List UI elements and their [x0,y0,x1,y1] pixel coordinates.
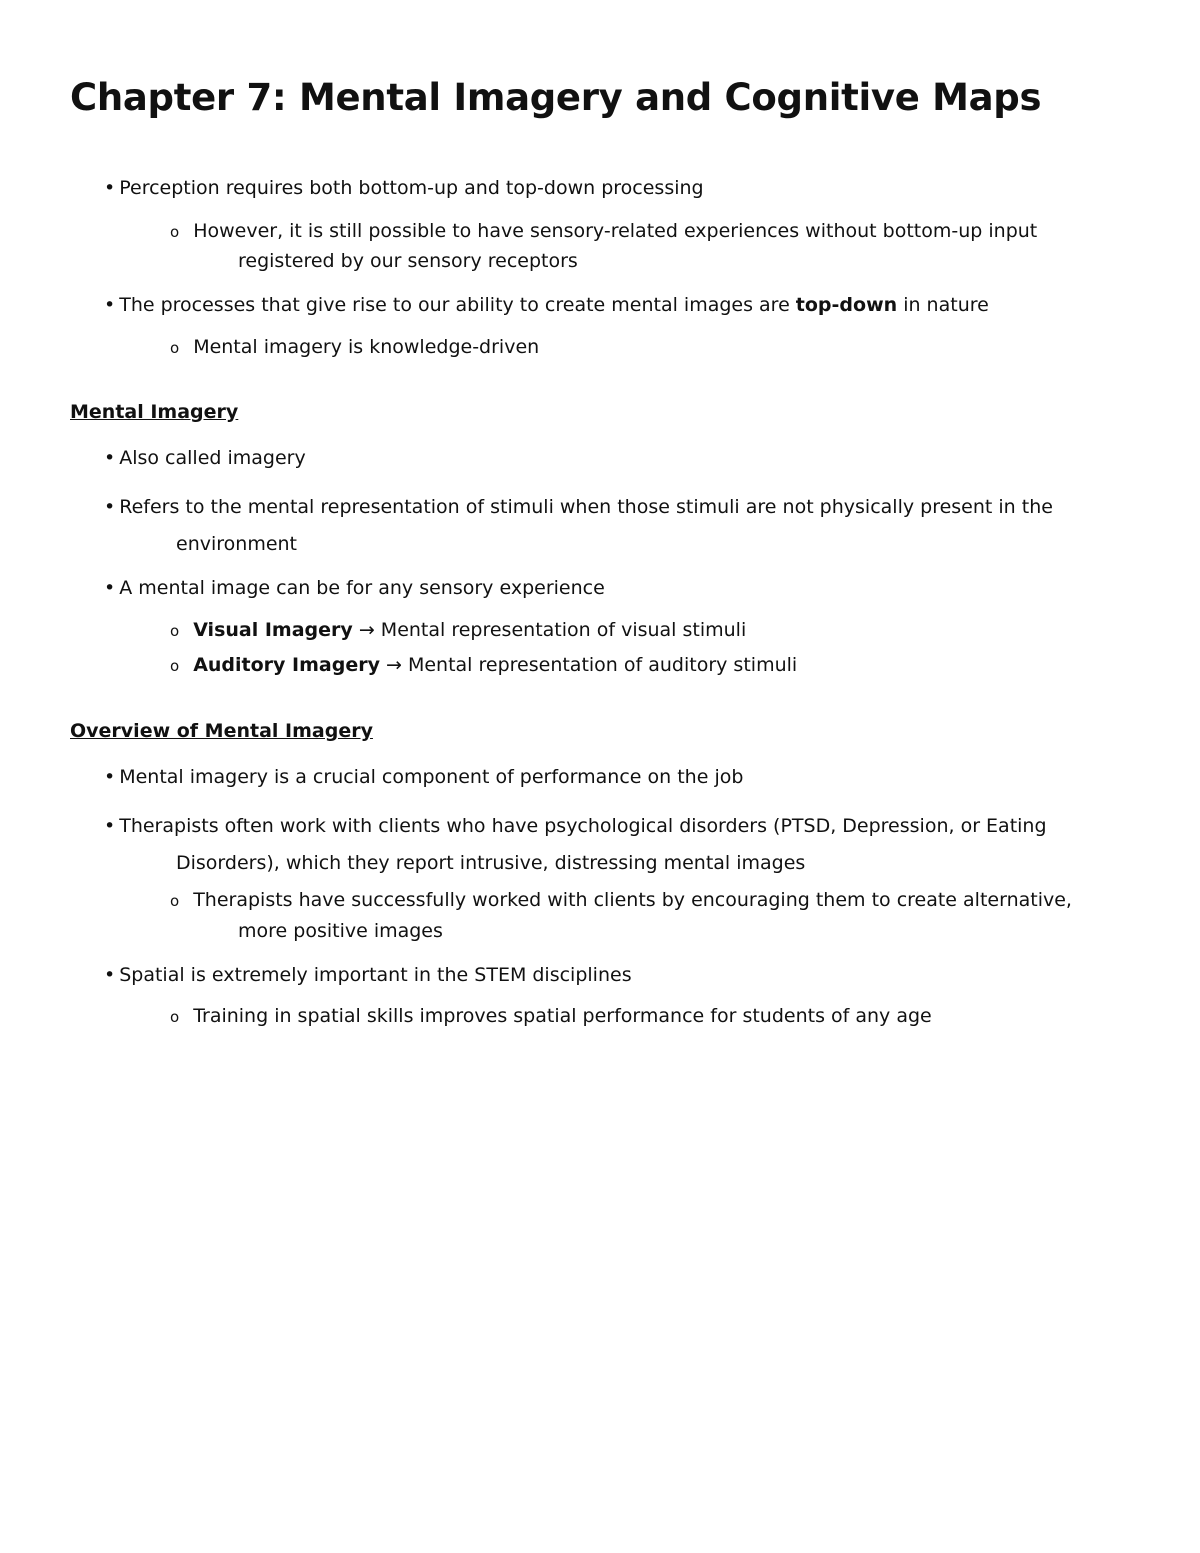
bullet-marker: • [104,766,116,788]
sub-bullet-marker: o [170,622,180,640]
bullet-marker: • [104,294,116,316]
sub-bullet-text: Therapists have successfully worked with clients by encouraging them to create alternative, [193,889,1072,911]
sub-bullet-marker: o [170,1008,180,1026]
sub-bullet-marker: o [170,892,180,910]
page-title: Chapter 7: Mental Imagery and Cognitive Maps [70,76,1042,119]
bullet-item [104,446,306,470]
bullet-marker: • [104,177,116,199]
bullet-item [104,293,989,317]
bullet-text: Therapists often work with clients who have psychological disorders (PTSD, Depression, or Eating [119,815,1047,837]
sub-bullet-bold-term: Visual Imagery [193,619,353,641]
bullet-text: Perception requires both bottom-up and top-down processing [119,177,704,199]
section-heading-mental-imagery: Mental Imagery [70,401,239,423]
sub-bullet-marker: o [170,657,180,675]
sub-bullet-item [170,618,746,643]
sub-bullet-text: However, it is still possible to have sensory-related experiences without bottom-up input [193,220,1038,242]
bullet-text: Also called imagery [119,447,306,469]
bullet-marker: • [104,964,116,986]
sub-bullet-bold-term: Auditory Imagery [193,654,380,676]
bullet-item [104,814,1047,838]
bullet-text: Spatial is extremely important in the STEM disciplines [119,964,632,986]
bullet-marker: • [104,577,116,599]
bullet-item [104,576,605,600]
sub-bullet-continuation: registered by our sensory receptors [238,250,578,272]
bullet-continuation: environment [176,533,298,555]
sub-bullet-marker: o [170,339,180,357]
sub-bullet-item [170,219,1037,244]
sub-bullet-marker: o [170,223,180,241]
bullet-marker: • [104,815,116,837]
sub-bullet-text: Training in spatial skills improves spatial performance for students of any age [193,1005,932,1027]
bullet-marker: • [104,447,116,469]
bullet-marker: • [104,496,116,518]
bullet-text: Refers to the mental representation of stimuli when those stimuli are not physically present in the [119,496,1053,518]
bullet-text: Mental imagery is a crucial component of performance on the job [119,766,744,788]
sub-bullet-item [170,1004,932,1029]
bullet-bold-term: top-down [795,294,898,316]
sub-bullet-continuation: more positive images [238,920,443,942]
bullet-text: A mental image can be for any sensory experience [119,577,605,599]
sub-bullet-text: → Mental representation of auditory stimuli [379,654,798,676]
sub-bullet-item [170,888,1072,913]
bullet-item [104,963,632,987]
sub-bullet-text: → Mental representation of visual stimuli [352,619,747,641]
sub-bullet-item [170,335,539,360]
bullet-text: The processes that give rise to our ability to create mental images are [119,294,796,316]
bullet-text: in nature [897,294,989,316]
bullet-item [104,176,704,200]
bullet-item [104,495,1053,519]
section-heading-overview: Overview of Mental Imagery [70,720,373,742]
sub-bullet-text: Mental imagery is knowledge-driven [193,336,540,358]
bullet-continuation: Disorders), which they report intrusive, distressing mental images [176,852,806,874]
bullet-item [104,765,743,789]
sub-bullet-item [170,653,797,678]
